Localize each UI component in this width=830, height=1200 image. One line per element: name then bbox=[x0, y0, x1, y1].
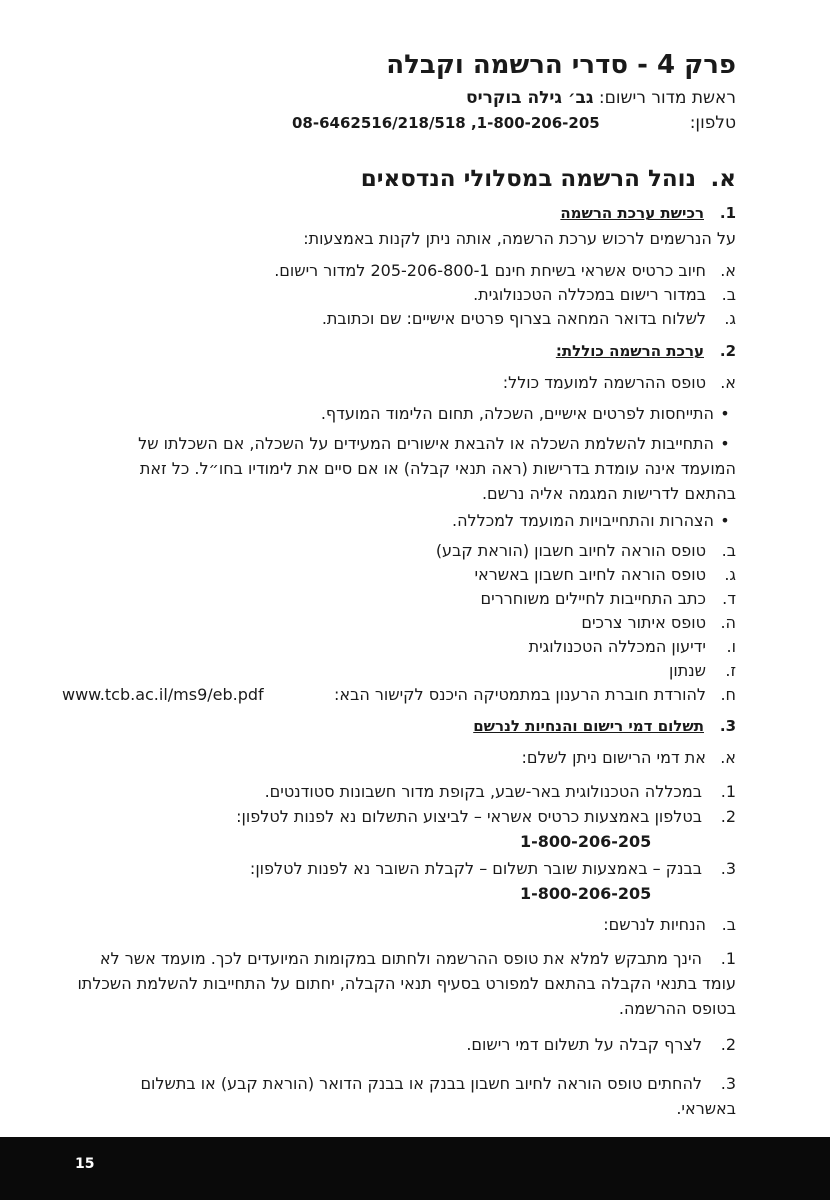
list-item-text: חיוב כרטיס אשראי בשיחת חינם 205-206-800-1 למדור רישום. bbox=[274, 261, 706, 280]
bullet-item bbox=[321, 404, 736, 423]
bullet-marker: • bbox=[720, 404, 730, 423]
subsection-number: 3. bbox=[719, 717, 736, 735]
refresher-link[interactable]: www.tcb.ac.il/ms9/eb.pdf bbox=[62, 685, 264, 704]
list-item-text: במכללה הטכנולוגית באר-שבע, בקופת מדור חשבונות סטודנטים. bbox=[264, 782, 702, 801]
list-marker: 3. bbox=[720, 859, 736, 878]
bullet-marker: • bbox=[720, 434, 730, 453]
page-footer bbox=[0, 1137, 830, 1200]
list-item bbox=[473, 285, 736, 304]
list-item bbox=[603, 915, 736, 934]
list-marker: ד. bbox=[722, 589, 736, 608]
bullet-text: הצהרות והתחייבויות המועמד למכללה. bbox=[451, 511, 714, 530]
list-item-text: לשלוח בדואר המחאה בצרוף פרטים אישיים: שם וכתובת. bbox=[321, 309, 706, 328]
subsection-number: 2. bbox=[719, 342, 736, 360]
list-marker: 3. bbox=[720, 1074, 736, 1093]
list-item bbox=[522, 748, 737, 767]
bullet-item bbox=[452, 511, 736, 530]
registration-head bbox=[466, 88, 736, 108]
registration-head-label: ראשת מדור רישום: bbox=[598, 88, 736, 108]
list-item-text: הינך מתבקש למלא את טופס ההרשמה ולחתום במקומות המיועדים לכך. מועמד אשר לא עומד בתנאי הקבלה בהתאם למפורט בסעיף תנאי הקבלה, יחתום על התחייבות להשלמת השכלתו בטופס ההרשמה. bbox=[77, 949, 736, 1018]
list-item-text: כתב התחייבות לחיילים משוחררים bbox=[480, 589, 706, 608]
list-marker: ג. bbox=[724, 565, 736, 584]
page-number: 15 bbox=[75, 1156, 95, 1172]
section-heading bbox=[361, 166, 736, 192]
list-marker: 1. bbox=[720, 949, 736, 968]
list-item bbox=[529, 637, 736, 656]
subsection-title: רכישת ערכת הרשמה bbox=[560, 204, 704, 222]
list-marker: א. bbox=[720, 373, 736, 392]
list-marker: ח. bbox=[720, 685, 736, 704]
bullet-text: התחייבות להשלמת השכלה או להבאת אישורים המעידים על השכלה, אם השכלתו של המועמד אינה עומדת בדרישות (ראה תנאי קבלה) או אם סיים את לימודיו בחו״ל. כל זאת בהתאם לדרישות המגמה אליה נרשם. bbox=[138, 434, 736, 503]
numbered-item bbox=[71, 946, 736, 1021]
numbered-item bbox=[250, 859, 736, 878]
list-item-text: טופס הוראה לחיוב חשבון באשראי bbox=[474, 565, 706, 584]
list-item bbox=[669, 661, 736, 680]
list-marker: ב. bbox=[721, 285, 736, 304]
list-item-text: בבנק – באמצעות שובר תשלום – לקבלת השובר נא לפנות לטלפון: bbox=[249, 859, 702, 878]
subsection-heading bbox=[473, 717, 736, 735]
list-item bbox=[581, 613, 736, 632]
list-item bbox=[274, 261, 736, 280]
list-marker: 2. bbox=[720, 1035, 736, 1054]
list-item bbox=[481, 589, 736, 608]
subsection-number: 1. bbox=[719, 204, 736, 222]
list-item-text: טופס הוראה לחיוב חשבון (הוראת קבע) bbox=[435, 541, 706, 560]
bullet-text: התייחסות לפרטים אישיים, השכלה, תחום הלימוד המועדף. bbox=[320, 404, 714, 423]
list-item-text: את דמי הרישום ניתן לשלם: bbox=[521, 748, 706, 767]
list-item-text: להחתים טופס הוראה לחיוב חשבון בבנק או בבנק הדואר (הוראת קבע) או בתשלום באשראי. bbox=[140, 1074, 736, 1118]
list-item-text: שנתון bbox=[669, 661, 706, 680]
list-marker: ב. bbox=[721, 915, 736, 934]
list-item-text: במדור רישום במכללה הטכנולוגית. bbox=[473, 285, 706, 304]
list-marker: ה. bbox=[720, 613, 736, 632]
list-item-text: טופס ההרשמה למועמד כולל: bbox=[502, 373, 706, 392]
numbered-item bbox=[111, 1071, 736, 1121]
list-item bbox=[334, 685, 736, 704]
list-item bbox=[322, 309, 736, 328]
phone-numbers: 08-6462516/218/518 ,1-800-206-205 bbox=[292, 114, 600, 132]
registration-head-name: גב׳ גילה בוקריס bbox=[466, 88, 594, 108]
list-item-text: טופס איתור צרכים bbox=[581, 613, 706, 632]
list-item bbox=[503, 373, 736, 392]
subsection-heading bbox=[560, 204, 736, 222]
paragraph: על הנרשמים לרכוש ערכת הרשמה, אותה ניתן לקנות באמצעות: bbox=[303, 229, 736, 248]
numbered-item bbox=[236, 807, 736, 826]
phone-label: טלפון: bbox=[689, 113, 736, 133]
list-marker: א. bbox=[720, 261, 736, 280]
section-letter: א. bbox=[710, 166, 736, 192]
list-marker: ב. bbox=[721, 541, 736, 560]
list-marker: א. bbox=[720, 748, 736, 767]
bullet-item bbox=[96, 431, 736, 506]
list-marker: ג. bbox=[724, 309, 736, 328]
list-item-text: להורדת חוברת הרענון במתמטיקה היכנס לקישור הבא: bbox=[333, 685, 706, 704]
list-item-text: ידיעון המכללה הטכנולוגית bbox=[528, 637, 706, 656]
numbered-item bbox=[265, 782, 736, 801]
subsection-title: תשלום דמי רישום והנחיות לנרשם bbox=[473, 717, 704, 735]
list-item-text: לצרף קבלה על תשלום דמי רישום. bbox=[466, 1035, 702, 1054]
list-marker: ז. bbox=[725, 661, 736, 680]
section-title: נוהל הרשמה במסלולי הנדסאים bbox=[360, 166, 696, 192]
bullet-marker: • bbox=[720, 511, 730, 530]
list-item bbox=[436, 541, 736, 560]
phone-number: 1-800-206-205 bbox=[520, 832, 652, 851]
subsection-heading bbox=[556, 342, 736, 360]
numbered-item bbox=[466, 1035, 736, 1054]
subsection-title: ערכת הרשמה כוללת: bbox=[555, 342, 704, 360]
phone-number: 1-800-206-205 bbox=[520, 884, 652, 903]
list-marker: ו. bbox=[726, 637, 736, 656]
page-title: פרק 4 - סדרי הרשמה וקבלה bbox=[386, 50, 736, 80]
list-marker: 1. bbox=[720, 782, 736, 801]
list-item bbox=[474, 565, 736, 584]
list-item-text: הנחיות לנרשם: bbox=[603, 915, 706, 934]
list-marker: 2. bbox=[720, 807, 736, 826]
list-item-text: בטלפון באמצעות כרטיס אשראי – לביצוע התשלום נא לפנות לטלפון: bbox=[236, 807, 702, 826]
